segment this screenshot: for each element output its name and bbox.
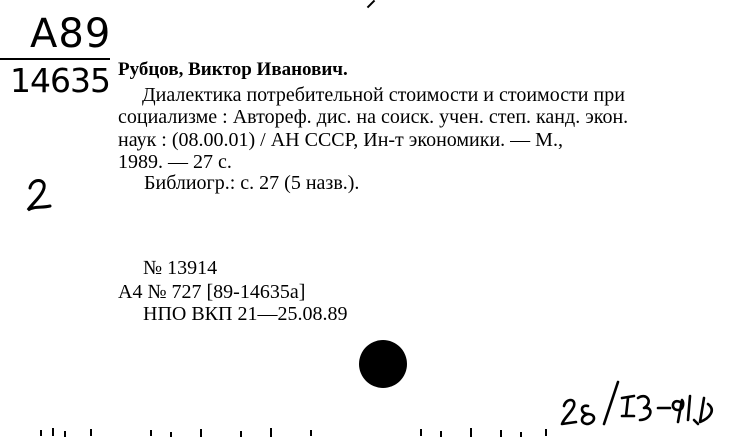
title-line-3: наук : (08.00.01) / АН СССР, Ин-т экономики. — М.,	[118, 129, 563, 151]
bibliography-note: Библиогр.: с. 27 (5 назв.).	[144, 172, 360, 194]
pen-stroke	[367, 0, 375, 8]
inventory-number: № 13914	[143, 257, 218, 279]
title-line-4: 1989. — 27 с.	[118, 151, 232, 173]
record-line: А4 № 727 [89-14635а]	[118, 281, 306, 303]
title-line-2: социализме : Автореф. дис. на соиск. учен. степ. канд. экон.	[118, 106, 629, 128]
title-line-1: Диалектика потребительной стоимости и стоимости при	[142, 84, 625, 106]
handwritten-mark-icon	[24, 176, 54, 214]
edge-noise	[0, 426, 750, 439]
call-number-top: A89	[30, 11, 112, 57]
author-heading: Рубцов, Виктор Иванович.	[118, 59, 348, 80]
punch-hole	[359, 340, 407, 388]
publisher-line: НПО ВКП 21—25.08.89	[143, 303, 348, 325]
call-number-bottom: 14635	[10, 61, 110, 100]
handwritten-date-icon	[560, 376, 720, 432]
call-number-divider	[0, 58, 110, 60]
